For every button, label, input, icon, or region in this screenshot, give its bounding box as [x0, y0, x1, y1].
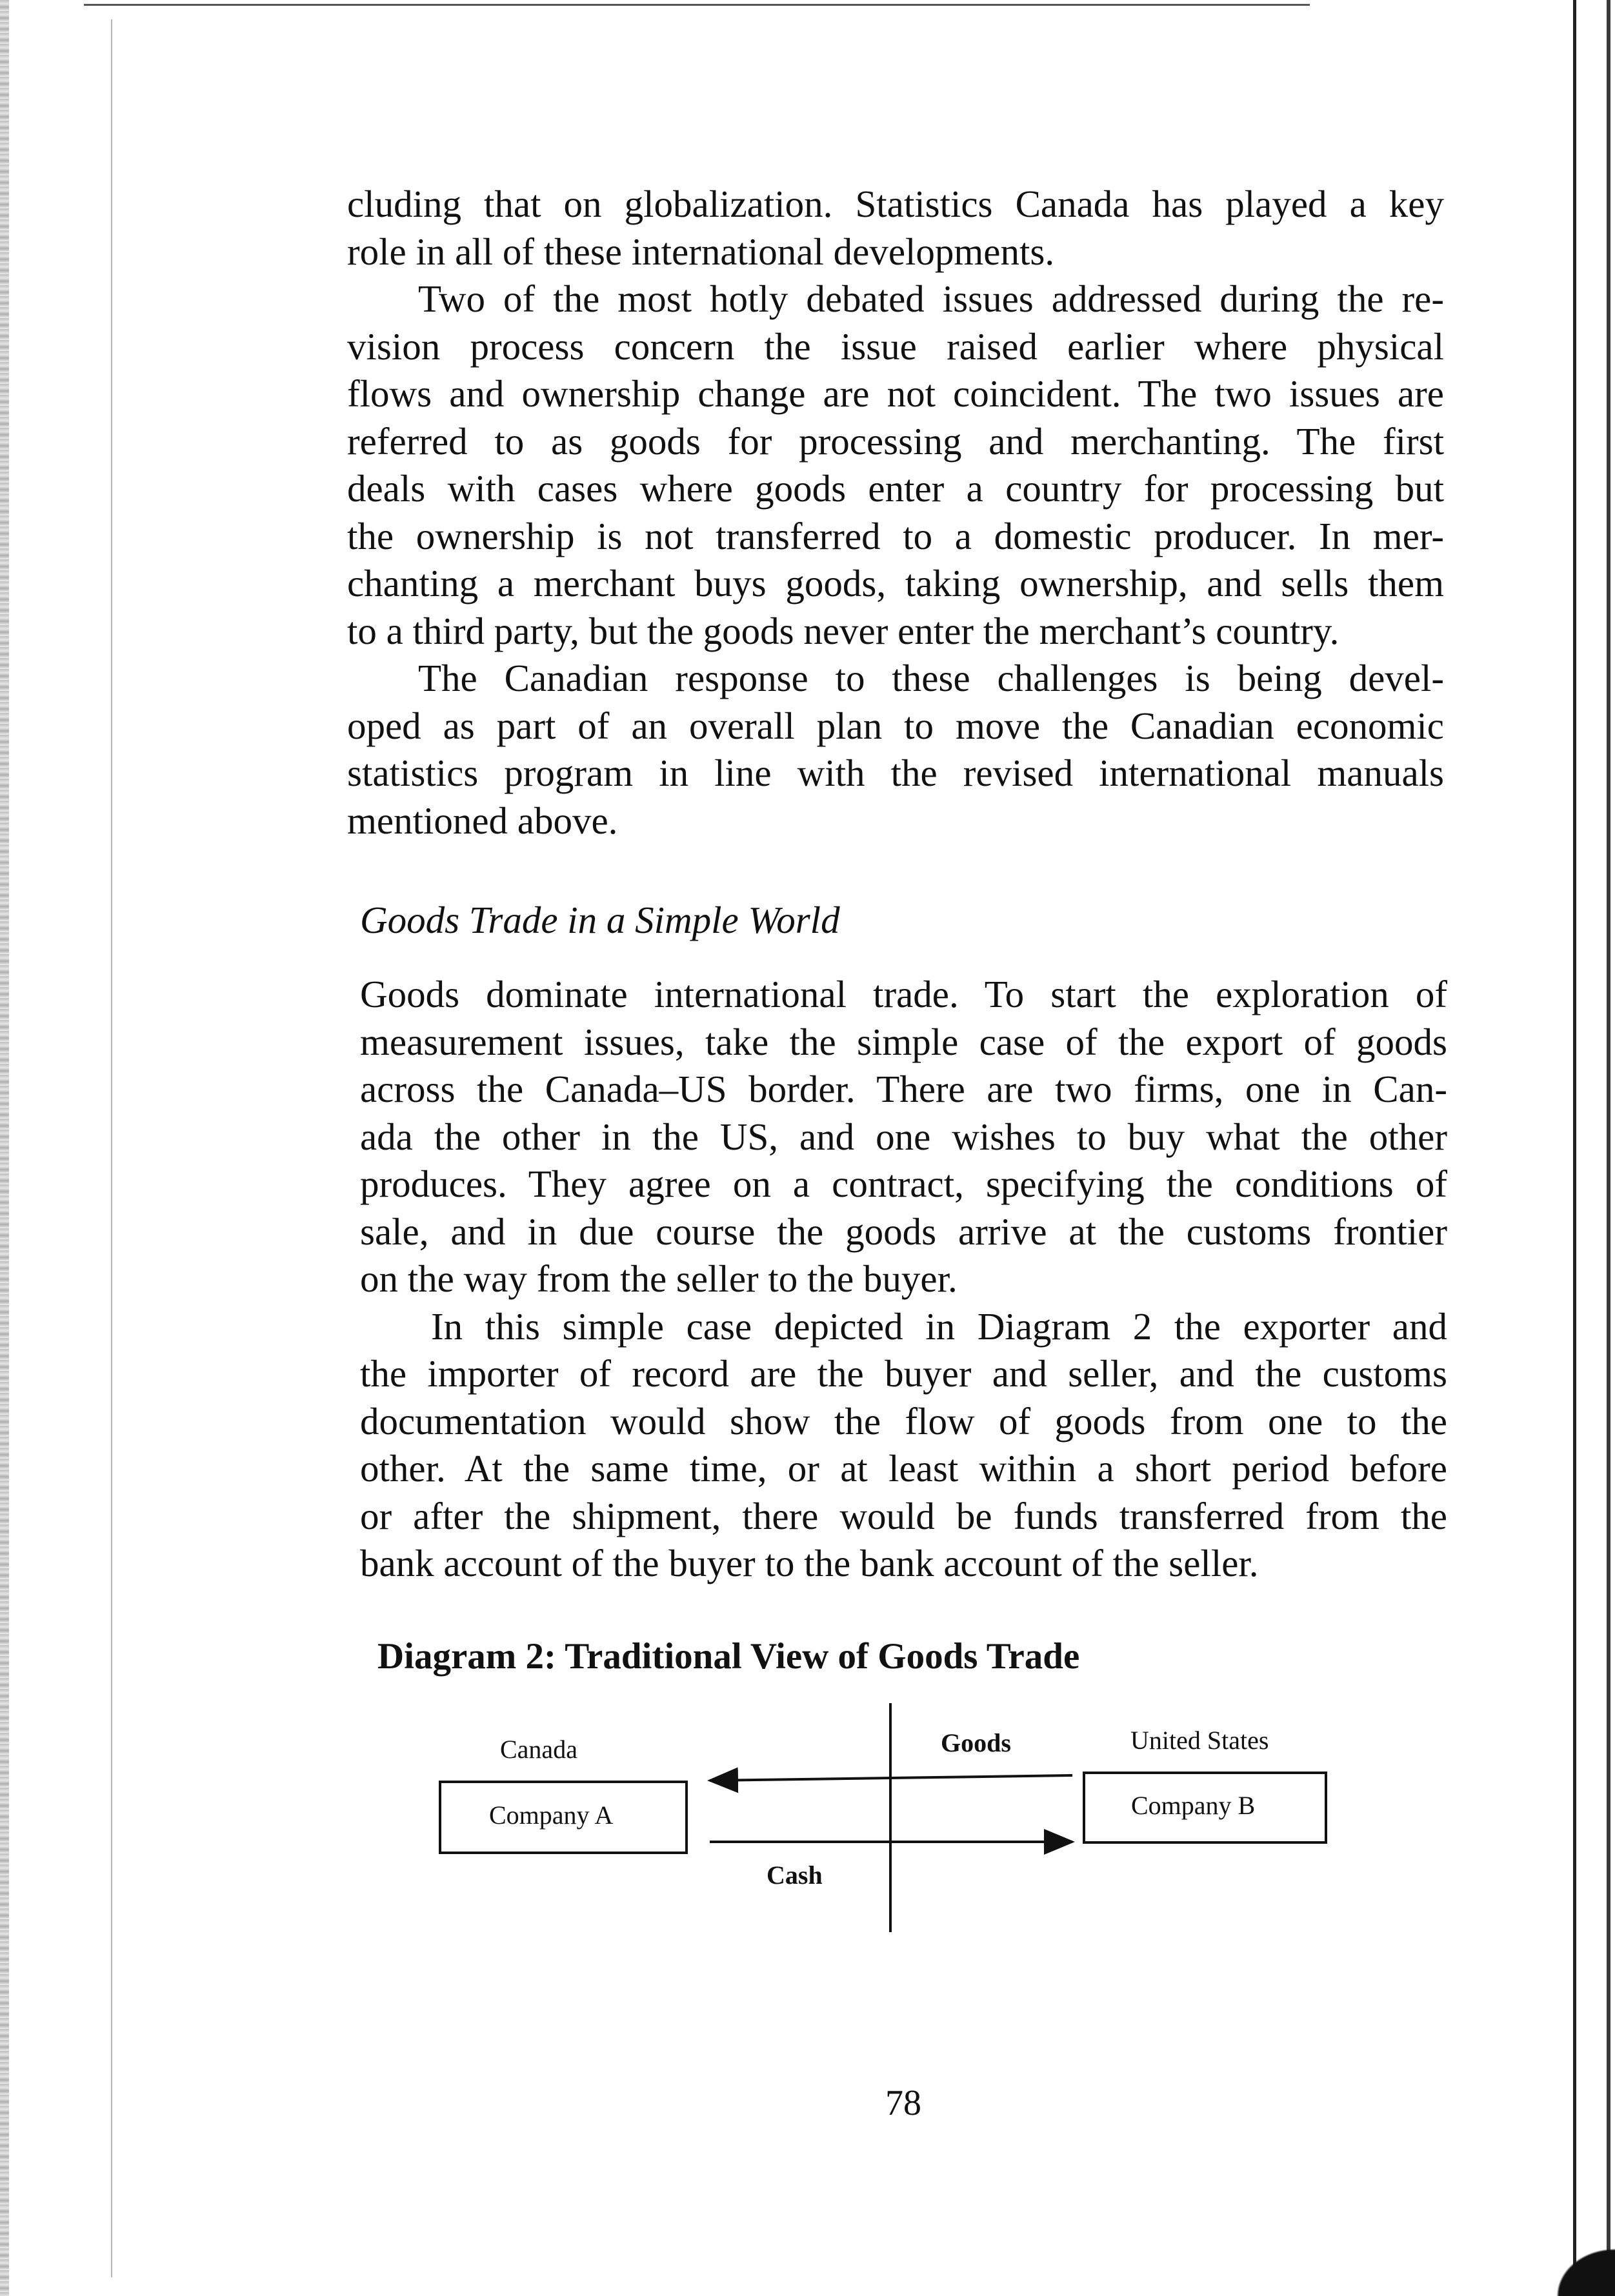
paragraph	[360, 1303, 1447, 1588]
text-line: mentioned above.	[347, 799, 618, 842]
scan-edge-left	[0, 0, 9, 2296]
scan-corner-shadow	[1532, 2229, 1615, 2296]
text-line: role in all of these international developments.	[347, 230, 1055, 273]
text-line: statistics program in line with the revised international manuals	[347, 752, 1444, 794]
text-line: In this simple case depicted in Diagram 2 the exporter and	[431, 1304, 1447, 1348]
label-company-b: Company B	[1131, 1791, 1256, 1820]
section-heading: Goods Trade in a Simple World	[360, 899, 840, 941]
paragraph	[360, 971, 1447, 1303]
body-text-top	[347, 181, 1444, 844]
text-line: documentation would show the flow of goods from one to the	[360, 1399, 1447, 1442]
text-line: bank account of the buyer to the bank account of the seller.	[360, 1542, 1259, 1584]
text-line: referred to as goods for processing and merchanting. The first	[347, 419, 1444, 463]
text-line: or after the shipment, there would be funds transferred from the	[360, 1494, 1447, 1537]
text-line: the importer of record are the buyer and seller, and the customs	[360, 1352, 1447, 1395]
text-line: The Canadian response to these challenges is being devel-	[418, 657, 1444, 699]
label-goods: Goods	[941, 1728, 1011, 1757]
text-line: cluding that on globalization. Statistics Canada has played a key	[347, 183, 1444, 225]
text-line: sale, and in due course the goods arrive at the customs frontier	[360, 1210, 1447, 1253]
text-line: Two of the most hotly debated issues addressed during the re-	[418, 277, 1444, 320]
text-line: deals with cases where goods enter a country for processing but	[347, 467, 1444, 510]
paragraph	[347, 181, 1444, 275]
diagram-title: Diagram 2: Traditional View of Goods Trade	[377, 1636, 1080, 1677]
body-text-bottom	[360, 971, 1447, 1588]
label-cash: Cash	[767, 1861, 823, 1890]
text-line: Goods dominate international trade. To start the exploration of	[360, 973, 1447, 1015]
label-united-states: United States	[1130, 1726, 1269, 1755]
label-canada: Canada	[500, 1735, 577, 1764]
page-number: 78	[885, 2083, 921, 2123]
scan-edge-right	[1568, 0, 1615, 2296]
scan-margin-line	[111, 19, 112, 2277]
label-company-a: Company A	[489, 1801, 614, 1830]
paragraph	[347, 275, 1444, 655]
text-line: the ownership is not transferred to a domestic producer. In mer-	[347, 514, 1444, 557]
text-line: flows and ownership change are not coincident. The two issues are	[347, 372, 1444, 415]
text-line: produces. They agree on a contract, specifying the conditions of	[360, 1163, 1447, 1205]
text-line: chanting a merchant buys goods, taking ownership, and sells them	[347, 562, 1444, 604]
text-line: oped as part of an overall plan to move the Canadian economic	[347, 704, 1444, 747]
text-line: vision process concern the issue raised earlier where physical	[347, 324, 1444, 368]
trade-flow-diagram	[426, 1703, 1342, 1948]
text-line: to a third party, but the goods never enter the merchant’s country.	[347, 609, 1339, 652]
text-line: on the way from the seller to the buyer.	[360, 1257, 958, 1300]
text-line: ada the other in the US, and one wishes to buy what the other	[360, 1115, 1447, 1158]
text-line: across the Canada–US border. There are two firms, one in Can-	[360, 1068, 1447, 1110]
text-line: other. At the same time, or at least within a short period before	[360, 1447, 1447, 1490]
paragraph	[347, 655, 1444, 844]
text-line: measurement issues, take the simple case of the export of goods	[360, 1020, 1447, 1063]
scan-top-line	[84, 4, 1310, 6]
